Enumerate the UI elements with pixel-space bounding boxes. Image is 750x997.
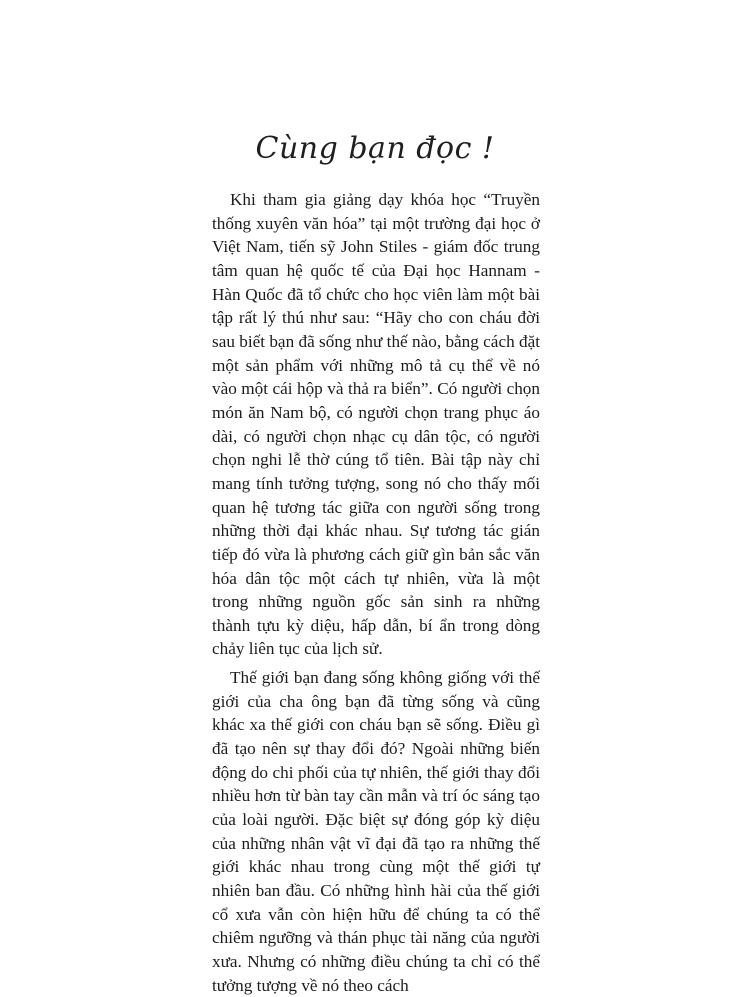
body-text	[212, 188, 540, 997]
paragraph-1: Khi tham gia giảng dạy khóa học “Truyền thống xuyên văn hóa” tại một trường đại học ở Việt Nam, tiến sỹ John Stiles - giám đốc trung tâm quan hệ quốc tế của Đại học Hannam - Hàn Quốc đã tổ chức cho học viên làm một bài tập rất lý thú như sau: “Hãy cho con cháu đời sau biết bạn đã sống như thế nào, bằng cách đặt một sản phẩm với những mô tả cụ thể về nó vào một cái hộp và thả ra biển”. Có người chọn món ăn Nam bộ, có người chọn trang phục áo dài, có người chọn nhạc cụ dân tộc, có người chọn nghi lễ thờ cúng tổ tiên. Bài tập này chỉ mang tính tưởng tượng, song nó cho thấy mối quan hệ tương tác giữa con người sống trong những thời đại khác nhau. Sự tương tác gián tiếp đó vừa là phương cách giữ gìn bản sắc văn hóa dân tộc một cách tự nhiên, vừa là một trong những nguồn gốc sản sinh ra những thành tựu kỳ diệu, hấp dẫn, bí ẩn trong dòng chảy liên tục của lịch sử.	[212, 190, 540, 659]
page-title: Cùng bạn đọc !	[255, 131, 495, 166]
paragraph-2: Thế giới bạn đang sống không giống với thế giới của cha ông bạn đã từng sống và cũng khác xa thế giới con cháu bạn sẽ sống. Điều gì đã tạo nên sự thay đổi đó? Ngoài những biến động do chi phối của tự nhiên, thế giới thay đổi nhiều hơn từ bàn tay cần mẫn và trí óc sáng tạo của loài người. Đặc biệt sự đóng góp kỳ diệu của những nhân vật vĩ đại đã tạo ra những thế giới khác nhau trong cùng một thế giới tự nhiên ban đầu. Có những hình hài của thế giới cổ xưa vẫn còn hiện hữu để chúng ta có thể chiêm ngưỡng và thán phục tài năng của người xưa. Nhưng có những điều chúng ta chỉ có thể tưởng tượng về nó theo cách	[212, 668, 540, 995]
